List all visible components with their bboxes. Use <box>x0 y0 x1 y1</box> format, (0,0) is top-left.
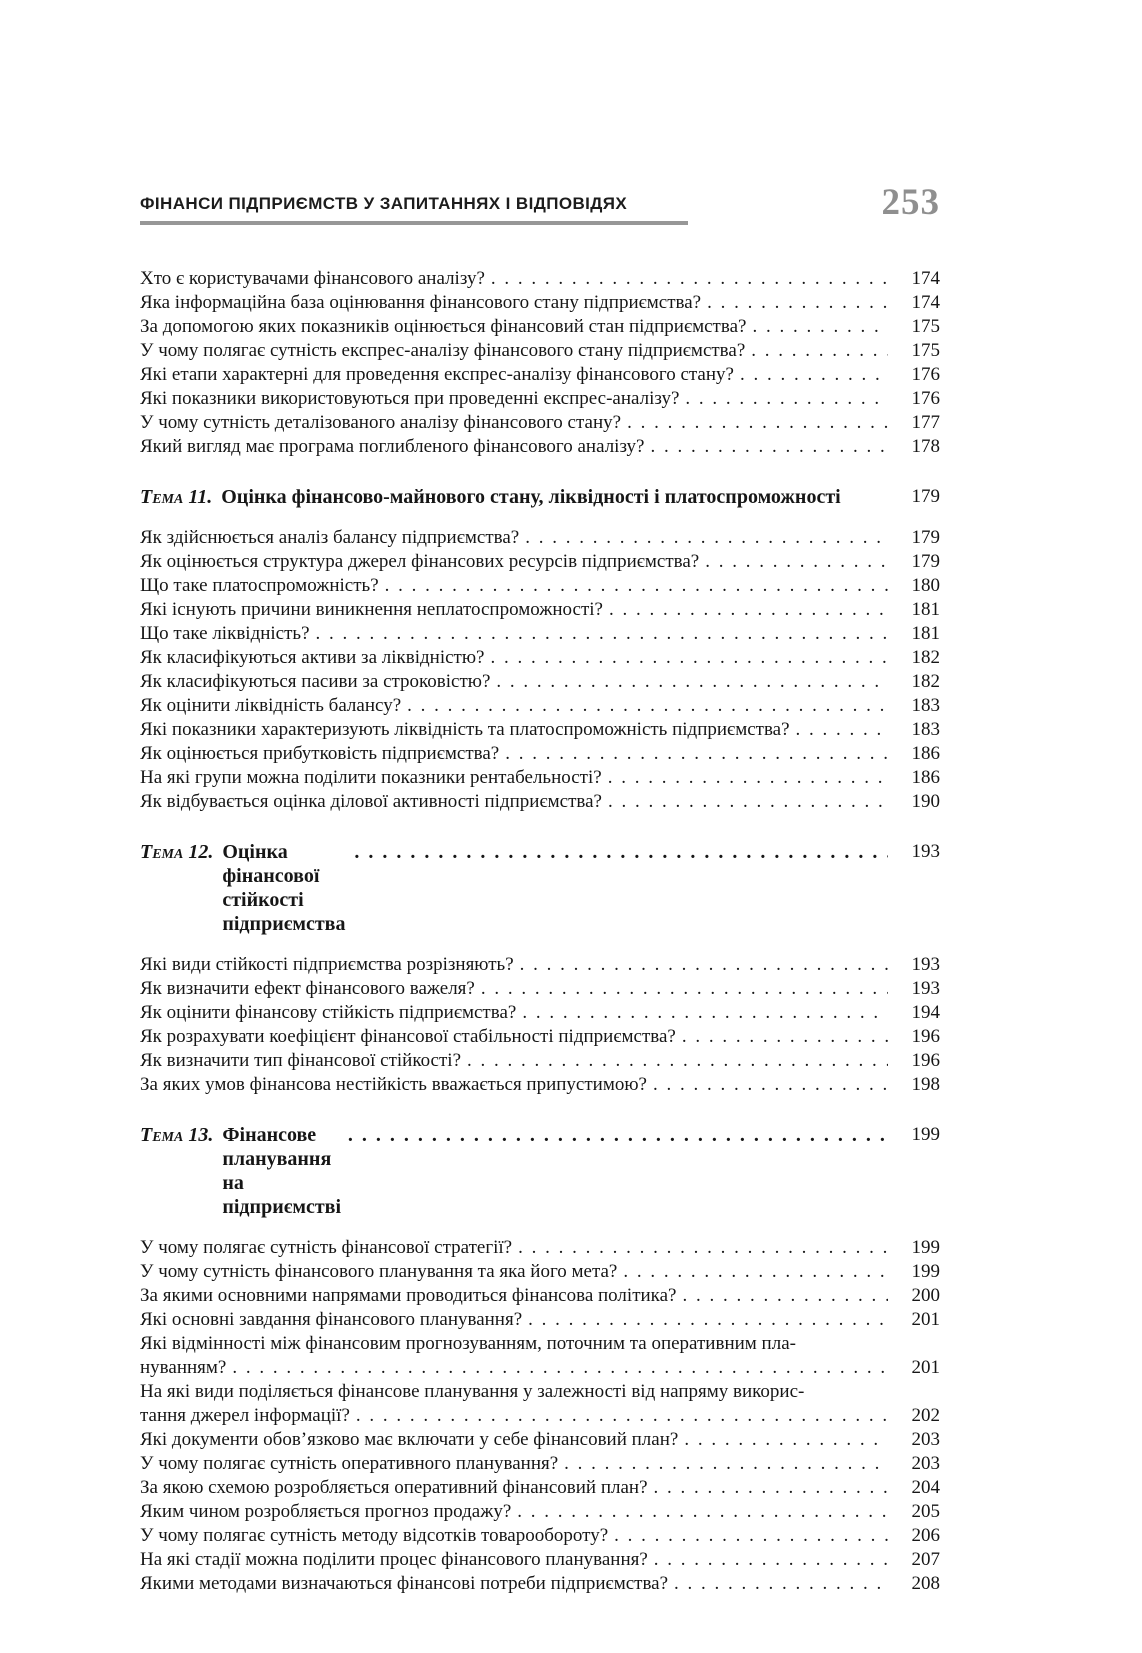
dot-leader <box>525 526 888 550</box>
dot-leader <box>528 1308 888 1332</box>
entry-page-number: 181 <box>911 623 940 645</box>
toc-entry-line <box>140 670 940 694</box>
entry-text: На які стадії можна поділити процес фінансового планування? <box>140 1549 648 1571</box>
toc-entry-line <box>140 953 940 977</box>
section-page-number: 199 <box>911 1124 940 1146</box>
section-heading <box>140 840 940 936</box>
entry-text: Які показники використовуються при проведенні експрес-аналізу? <box>140 388 680 410</box>
dot-leader <box>517 1500 888 1524</box>
entry-page-number: 196 <box>911 1050 940 1072</box>
dot-leader <box>705 550 888 574</box>
header-left <box>140 186 688 225</box>
dot-leader <box>654 1548 888 1572</box>
entry-text: Які види стійкості підприємства розрізняють? <box>140 954 514 976</box>
entry-text: Яка інформаційна база оцінювання фінансового стану підприємства? <box>140 292 702 314</box>
dot-leader <box>348 1123 888 1219</box>
entry-page-number: 182 <box>911 671 940 693</box>
toc-entry-line <box>140 1001 940 1025</box>
running-head-title: ФІНАНСИ ПІДПРИЄМСТВ У ЗАПИТАННЯХ І ВІДПОВІДЯХ <box>140 194 628 213</box>
entry-text: Як класифікуються пасиви за строковістю? <box>140 671 491 693</box>
entry-text: Які показники характеризують ліквідність та платоспроможність підприємства? <box>140 719 790 741</box>
dot-leader <box>609 598 888 622</box>
dot-leader <box>847 485 888 509</box>
entry-page-number: 180 <box>911 575 940 597</box>
entry-page-number: 199 <box>911 1237 940 1259</box>
entry-text: Які основні завдання фінансового планування? <box>140 1309 523 1331</box>
dot-leader <box>653 1073 888 1097</box>
entry-page-number: 205 <box>911 1501 940 1523</box>
toc-entry-line <box>140 718 940 742</box>
dot-leader <box>674 1572 888 1596</box>
dot-leader <box>520 953 888 977</box>
entry-page-number: 200 <box>911 1285 940 1307</box>
entry-text: У чому полягає сутність фінансової стратегії? <box>140 1237 513 1259</box>
dot-leader <box>682 1284 888 1308</box>
entry-text: У чому полягає сутність оперативного планування? <box>140 1453 559 1475</box>
entry-text: Що таке ліквідність? <box>140 623 310 645</box>
dot-leader <box>608 766 888 790</box>
entry-text: За допомогою яких показників оцінюється фінансовий стан підприємства? <box>140 316 747 338</box>
entry-page-number: 194 <box>911 1002 940 1024</box>
toc-entry-line <box>140 1572 940 1596</box>
dot-leader <box>522 1001 888 1025</box>
toc-entry-line <box>140 411 940 435</box>
toc-entry-line <box>140 1500 940 1524</box>
entry-page-number: 201 <box>911 1357 940 1379</box>
header-rule <box>140 221 688 225</box>
entry-page-number: 181 <box>911 599 940 621</box>
entry-page-number: 174 <box>911 292 940 314</box>
entry-page-number: 183 <box>911 695 940 717</box>
dot-leader <box>564 1452 888 1476</box>
dot-leader <box>518 1236 888 1260</box>
toc-entry-line <box>140 1236 940 1260</box>
dot-leader <box>467 1049 888 1073</box>
entry-page-number: 203 <box>911 1429 940 1451</box>
dot-leader <box>623 1260 888 1284</box>
entry-page-number: 183 <box>911 719 940 741</box>
section-label: Тема 13. <box>140 1124 214 1147</box>
entry-page-number: 186 <box>911 767 940 789</box>
entry-text: Як здійснюється аналіз балансу підприємства? <box>140 527 520 549</box>
entry-text: Як визначити ефект фінансового важеля? <box>140 978 475 1000</box>
toc-entry-line <box>140 598 940 622</box>
dot-leader <box>682 1025 888 1049</box>
entry-page-number: 182 <box>911 647 940 669</box>
toc-entry-line <box>140 977 940 1001</box>
section-page-number: 179 <box>911 486 940 508</box>
toc-entry-line <box>140 742 940 766</box>
dot-leader <box>232 1356 888 1380</box>
section-title: Оцінка фінансової стійкості підприємства <box>222 841 346 936</box>
toc-entry-line <box>140 622 940 646</box>
toc-entry-line <box>140 574 940 598</box>
dot-leader <box>385 574 888 598</box>
dot-leader <box>490 646 888 670</box>
dot-leader <box>752 315 888 339</box>
entry-page-number: 176 <box>911 364 940 386</box>
dot-leader <box>491 267 888 291</box>
entry-text: За яких умов фінансова нестійкість вважається припустимою? <box>140 1074 647 1096</box>
section-label: Тема 12. <box>140 841 214 864</box>
dot-leader <box>684 1428 888 1452</box>
toc-section <box>140 485 940 814</box>
entry-page-number: 176 <box>911 388 940 410</box>
toc-entry-line <box>140 1049 940 1073</box>
toc-section <box>140 267 940 459</box>
toc-entry-line <box>140 1524 940 1548</box>
entry-page-number: 208 <box>911 1573 940 1595</box>
toc-entry-line <box>140 339 940 363</box>
entry-text: тання джерел інформації? <box>140 1405 350 1427</box>
toc-entry-line <box>140 694 940 718</box>
dot-leader <box>505 742 888 766</box>
dot-leader <box>751 339 888 363</box>
entry-page-number: 179 <box>911 527 940 549</box>
toc-entry-line <box>140 1356 940 1380</box>
entry-text: Як оцінити фінансову стійкість підприємства? <box>140 1002 517 1024</box>
entry-text: У чому сутність деталізованого аналізу фінансового стану? <box>140 412 622 434</box>
toc-entry-line <box>140 526 940 550</box>
entry-text: На які види поділяється фінансове планування у залежності від напряму викорис- <box>140 1381 805 1403</box>
entry-page-number: 178 <box>911 436 940 458</box>
entry-page-number: 193 <box>911 954 940 976</box>
dot-leader <box>608 790 888 814</box>
toc-entry-line <box>140 291 940 315</box>
dot-leader <box>796 718 888 742</box>
dot-leader <box>654 1476 889 1500</box>
dot-leader <box>740 363 888 387</box>
toc-entry-line <box>140 1380 940 1404</box>
toc-entry-line <box>140 1548 940 1572</box>
entry-page-number: 202 <box>911 1405 940 1427</box>
entry-text: У чому полягає сутність методу відсотків товарообороту? <box>140 1525 609 1547</box>
toc-section <box>140 840 940 1097</box>
entry-page-number: 196 <box>911 1026 940 1048</box>
toc-entry-line <box>140 1476 940 1500</box>
section-heading <box>140 1123 940 1219</box>
entry-text: Які етапи характерні для проведення експрес-аналізу фінансового стану? <box>140 364 734 386</box>
entry-text: Який вигляд має програма поглибленого фінансового аналізу? <box>140 436 645 458</box>
toc-entry-line <box>140 267 940 291</box>
toc-entry-line <box>140 315 940 339</box>
entry-text: Як оцінюється структура джерел фінансових ресурсів підприємства? <box>140 551 700 573</box>
dot-leader <box>707 291 888 315</box>
toc-entry-line <box>140 387 940 411</box>
toc-entry-line <box>140 1308 940 1332</box>
toc-section <box>140 1123 940 1596</box>
dot-leader <box>685 387 888 411</box>
entry-text: Які існують причини виникнення неплатоспроможності? <box>140 599 603 621</box>
page-header <box>140 182 940 225</box>
entry-page-number: 190 <box>911 791 940 813</box>
dot-leader <box>614 1524 888 1548</box>
section-label: Тема 11. <box>140 486 213 509</box>
dot-leader <box>481 977 888 1001</box>
entry-page-number: 198 <box>911 1074 940 1096</box>
entry-text: Якими методами визначаються фінансові потреби підприємства? <box>140 1573 669 1595</box>
entry-text: Як розрахувати коефіцієнт фінансової стабільності підприємства? <box>140 1026 676 1048</box>
toc-entry-line <box>140 550 940 574</box>
entry-text: Яким чином розробляється прогноз продажу? <box>140 1501 512 1523</box>
dot-leader <box>354 840 888 936</box>
toc-entry-line <box>140 1025 940 1049</box>
toc-entry-line <box>140 435 940 459</box>
entry-text: Як оцінюється прибутковість підприємства? <box>140 743 500 765</box>
toc-entry-line <box>140 1404 940 1428</box>
entry-text: За якими основними напрямами проводиться фінансова політика? <box>140 1285 677 1307</box>
entry-text: Як визначити тип фінансової стійкості? <box>140 1050 462 1072</box>
toc-entry-line <box>140 646 940 670</box>
toc-entry-line <box>140 1260 940 1284</box>
entry-page-number: 177 <box>911 412 940 434</box>
toc-entry-line <box>140 1428 940 1452</box>
page-number: 253 <box>881 182 940 223</box>
dot-leader <box>651 435 889 459</box>
entry-text: Що таке платоспроможність? <box>140 575 379 597</box>
entry-text: нуванням? <box>140 1357 227 1379</box>
entry-page-number: 199 <box>911 1261 940 1283</box>
toc-entry-line <box>140 1452 940 1476</box>
entry-page-number: 179 <box>911 551 940 573</box>
section-heading <box>140 485 940 509</box>
toc-entry-line <box>140 790 940 814</box>
entry-text: Як відбувається оцінка ділової активності підприємства? <box>140 791 602 813</box>
section-title: Фінансове планування на підприємстві <box>222 1124 342 1219</box>
dot-leader <box>316 622 888 646</box>
entry-page-number: 175 <box>911 316 940 338</box>
entry-page-number: 206 <box>911 1525 940 1547</box>
entry-page-number: 175 <box>911 340 940 362</box>
entry-text: Хто є користувачами фінансового аналізу? <box>140 268 485 290</box>
dot-leader <box>407 694 888 718</box>
entry-page-number: 186 <box>911 743 940 765</box>
section-title: Оцінка фінансово-майнового стану, ліквідності і платоспроможності <box>221 486 841 509</box>
toc-entry-line <box>140 766 940 790</box>
entry-page-number: 204 <box>911 1477 940 1499</box>
toc-entry-line <box>140 363 940 387</box>
toc <box>140 267 940 1596</box>
toc-entry-line <box>140 1332 940 1356</box>
entry-text: За якою схемою розробляється оперативний фінансовий план? <box>140 1477 648 1499</box>
entry-page-number: 207 <box>911 1549 940 1571</box>
entry-text: На які групи можна поділити показники рентабельності? <box>140 767 602 789</box>
entry-text: У чому полягає сутність експрес-аналізу фінансового стану підприємства? <box>140 340 746 362</box>
toc-entry-line <box>140 1284 940 1308</box>
dot-leader <box>496 670 888 694</box>
section-page-number: 193 <box>911 841 940 863</box>
entry-text: Які відмінності між фінансовим прогнозуванням, поточним та оперативним пла- <box>140 1333 796 1355</box>
entry-text: У чому сутність фінансового планування та яка його мета? <box>140 1261 618 1283</box>
toc-entry-line <box>140 1073 940 1097</box>
entry-text: Які документи обов’язково має включати у себе фінансовий план? <box>140 1429 679 1451</box>
entry-text: Як оцінити ліквідність балансу? <box>140 695 402 717</box>
entry-page-number: 201 <box>911 1309 940 1331</box>
entry-text: Як класифікуються активи за ліквідністю? <box>140 647 485 669</box>
dot-leader <box>356 1404 888 1428</box>
entry-page-number: 203 <box>911 1453 940 1475</box>
dot-leader <box>627 411 888 435</box>
entry-page-number: 193 <box>911 978 940 1000</box>
entry-page-number: 174 <box>911 268 940 290</box>
